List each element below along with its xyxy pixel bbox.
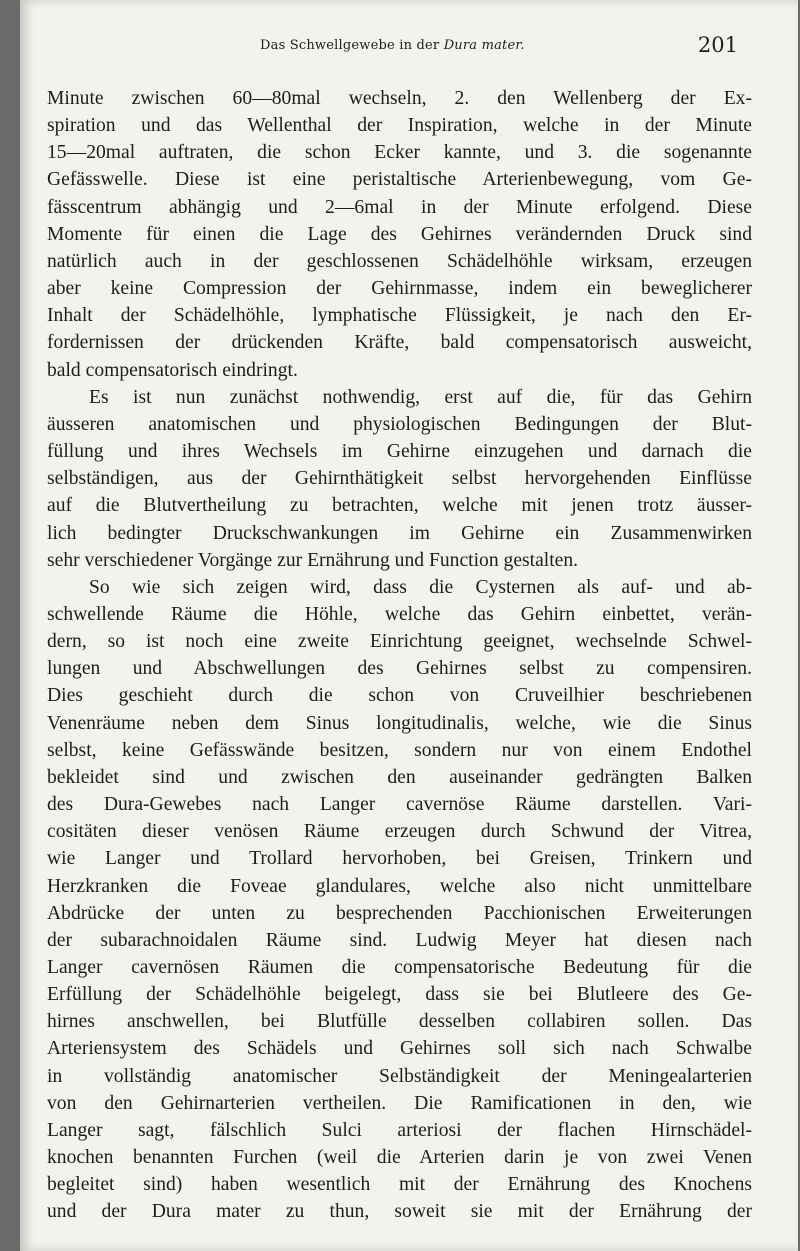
text-line: Es ist nun zunächst nothwendig, erst auf die, für das Gehirn	[89, 386, 752, 408]
text-line: sehr verschiedener Vorgänge zur Ernährung und Function gestalten.	[47, 549, 579, 571]
text-line: fässcentrum abhängig und 2—6mal in der Minute erfolgend. Diese	[47, 196, 752, 218]
text-line: in vollständig anatomischer Selbständigkeit der Meningealarterien	[47, 1065, 752, 1087]
text-line: Abdrücke der unten zu besprechenden Pacchionischen Erweiterungen	[47, 902, 752, 924]
text-line: aber keine Compression der Gehirnmasse, indem ein beweglicherer	[47, 278, 752, 300]
text-line: Langer sagt, fälschlich Sulci arteriosi der flachen Hirnschädel-	[47, 1119, 752, 1141]
text-line: Arteriensystem des Schädels und Gehirnes soll sich nach Schwalbe	[47, 1038, 752, 1060]
page-header	[20, 30, 798, 60]
text-line: bald compensatorisch eindringt.	[47, 359, 298, 381]
book-page	[20, 0, 798, 1251]
text-line: Dies geschieht durch die schon von Cruveilhier beschriebenen	[47, 685, 752, 707]
text-line: Herzkranken die Foveae glandulares, welche also nicht unmittelbare	[47, 875, 752, 897]
text-line: spiration und das Wellenthal der Inspiration, welche in der Minute	[47, 115, 752, 137]
text-line: selbständigen, aus der Gehirnthätigkeit selbst hervorgehenden Einflüsse	[47, 468, 752, 490]
text-line: Gefässwelle. Diese ist eine peristaltische Arterienbewegung, vom Ge-	[47, 169, 752, 191]
text-line: lungen und Abschwellungen des Gehirnes selbst zu compensiren.	[47, 658, 752, 680]
text-line: auf die Blutvertheilung zu betrachten, welche mit jenen trotz äusser-	[47, 495, 752, 517]
text-line: Momente für einen die Lage des Gehirnes verändernden Druck sind	[47, 223, 752, 245]
running-title: Das Schwellgewebe in der Dura mater.	[260, 38, 525, 53]
running-title-italic: Dura mater.	[443, 38, 525, 53]
text-line: So wie sich zeigen wird, dass die Cysternen als auf- und ab-	[89, 576, 752, 598]
text-line: Langer cavernösen Räumen die compensatorische Bedeutung für die	[47, 957, 752, 978]
text-line: natürlich auch in der geschlossenen Schädelhöhle wirksam, erzeugen	[47, 250, 752, 272]
page-number: 201	[697, 33, 738, 57]
text-line: fordernissen der drückenden Kräfte, bald compensatorisch ausweicht,	[47, 332, 752, 354]
text-line: knochen benannten Furchen (weil die Arterien darin je von zwei Venen	[47, 1147, 752, 1169]
text-line: Erfüllung der Schädelhöhle beigelegt, dass sie bei Blutleere des Ge-	[47, 984, 752, 1006]
text-line: bekleidet sind und zwischen den auseinander gedrängten Balken	[47, 766, 752, 788]
text-line: wie Langer und Trollard hervorhoben, bei Greisen, Trinkern und	[47, 848, 752, 870]
text-line: Inhalt der Schädelhöhle, lymphatische Flüssigkeit, je nach den Er-	[47, 305, 752, 327]
text-line: hirnes anschwellen, bei Blutfülle desselben collabiren sollen. Das	[47, 1011, 752, 1033]
text-line: cositäten dieser venösen Räume erzeugen durch Schwund der Vitrea,	[47, 821, 752, 843]
text-line: Venenräume neben dem Sinus longitudinalis, welche, wie die Sinus	[47, 712, 752, 734]
text-line: Minute zwischen 60—80mal wechseln, 2. den Wellenberg der Ex-	[47, 88, 752, 109]
text-line: des Dura-Gewebes nach Langer cavernöse Räume darstellen. Vari-	[47, 794, 752, 816]
text-line: begleitet sind) haben wesentlich mit der Ernährung des Knochens	[47, 1174, 752, 1196]
body-text	[47, 85, 752, 1226]
text-line: von den Gehirnarterien vertheilen. Die Ramificationen in den, wie	[47, 1092, 752, 1114]
text-line: füllung und ihres Wechsels im Gehirne einzugehen und darnach die	[47, 441, 752, 463]
text-line: 15—20mal auftraten, die schon Ecker kannte, und 3. die sogenannte	[47, 142, 752, 164]
text-line: der subarachnoidalen Räume sind. Ludwig Meyer hat diesen nach	[47, 929, 752, 951]
text-line: selbst, keine Gefässwände besitzen, sondern nur von einem Endothel	[47, 739, 752, 761]
text-line: und der Dura mater zu thun, soweit sie mit der Ernährung der	[47, 1201, 752, 1223]
text-line: lich bedingter Druckschwankungen im Gehirne ein Zusammenwirken	[47, 522, 752, 544]
text-line: schwellende Räume die Höhle, welche das Gehirn einbettet, verän-	[47, 603, 752, 625]
text-line: äusseren anatomischen und physiologischen Bedingungen der Blut-	[47, 413, 752, 435]
text-line: dern, so ist noch eine zweite Einrichtung geeignet, wechselnde Schwel-	[47, 631, 752, 653]
